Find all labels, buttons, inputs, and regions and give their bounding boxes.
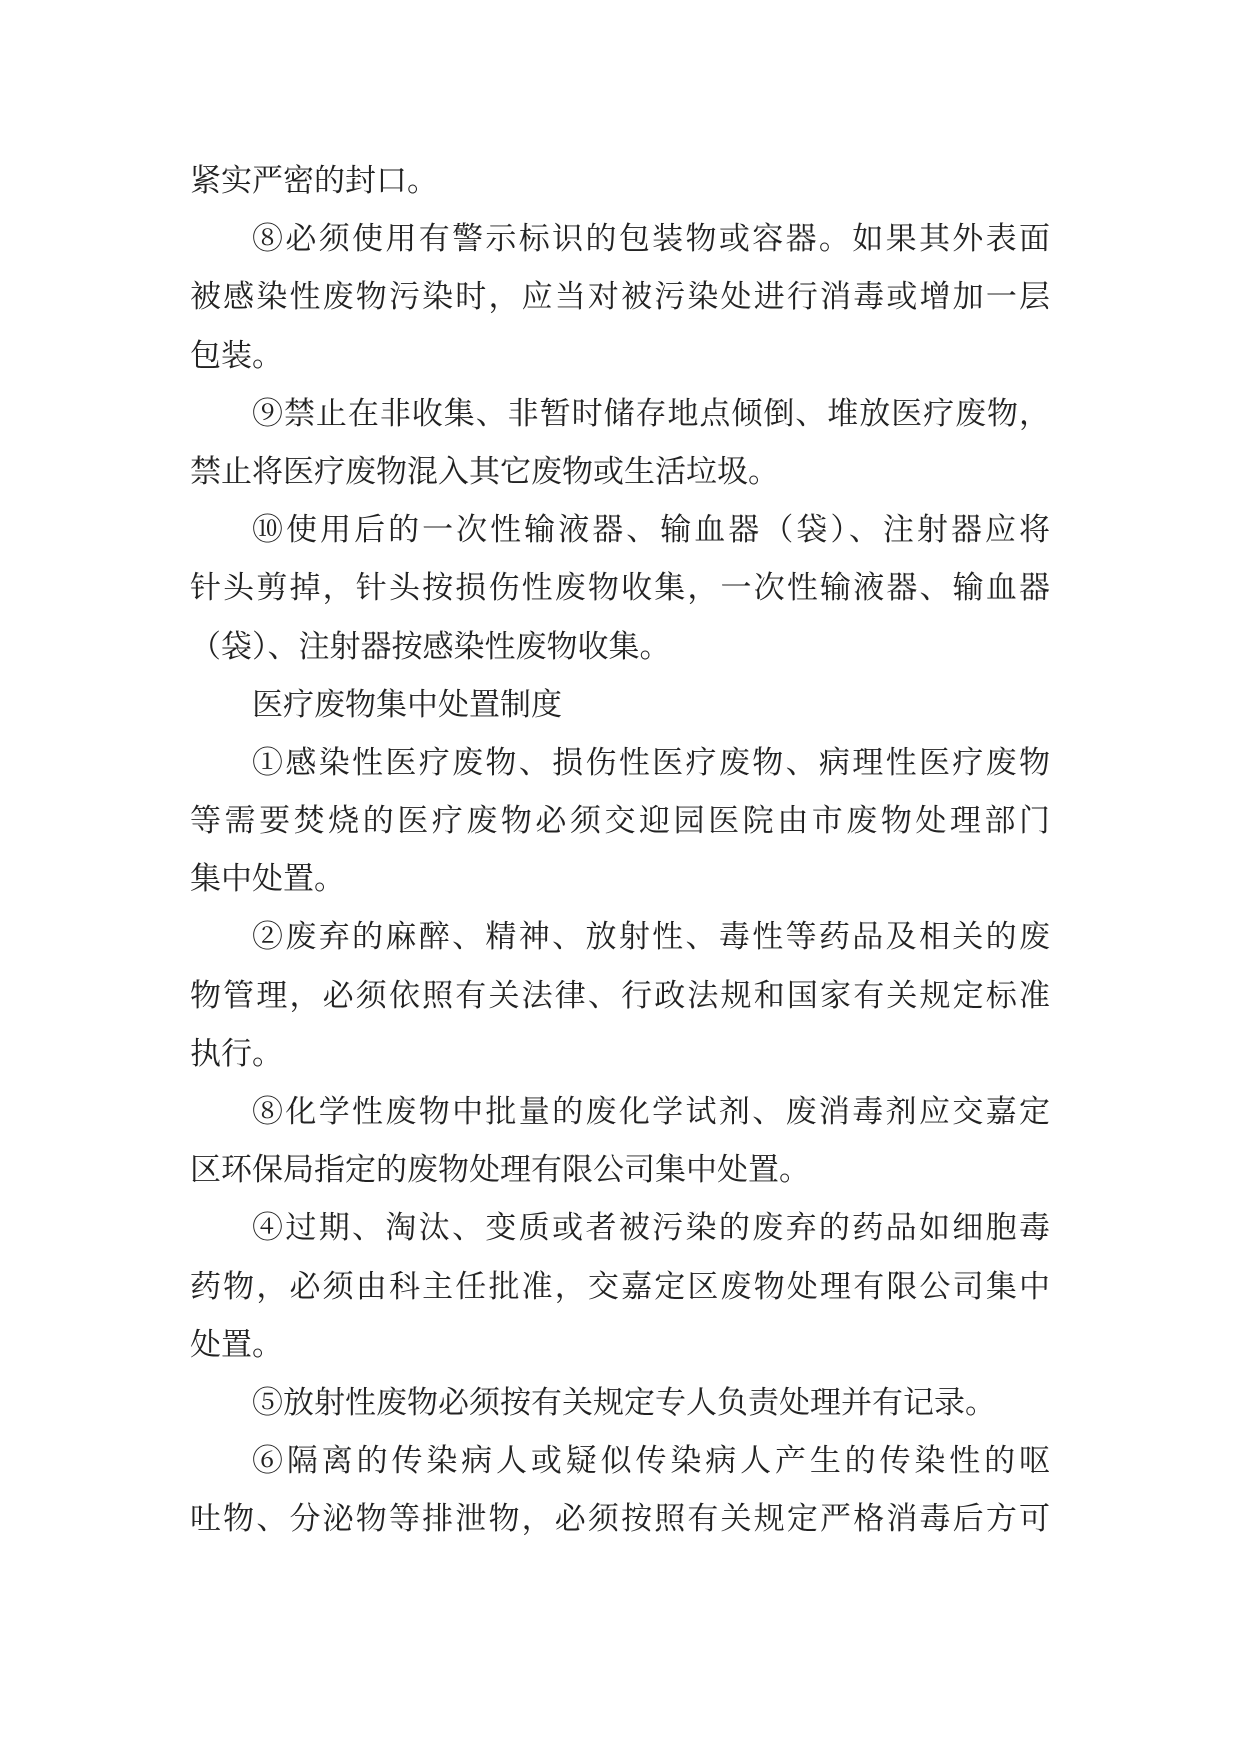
text-line: 药物，必须由科主任批准，交嘉定区废物处理有限公司集中 — [190, 1268, 1050, 1305]
text-line: 被感染性废物污染时，应当对被污染处进行消毒或增加一层 — [190, 279, 1050, 316]
text-line: ⑥隔离的传染病人或疑似传染病人产生的传染性的呕 — [252, 1443, 1050, 1480]
text-line: ⑩使用后的一次性输液器、输血器（袋）、注射器应将 — [252, 512, 1050, 549]
text-line: （袋）、注射器按感染性废物收集。 — [190, 628, 671, 665]
text-line: 物管理，必须依照有关法律、行政法规和国家有关规定标准 — [190, 977, 1050, 1014]
section-heading: 医疗废物集中处置制度 — [252, 686, 562, 723]
text-line: 执行。 — [190, 1035, 283, 1072]
text-line: ⑧化学性废物中批量的废化学试剂、废消毒剂应交嘉定 — [252, 1094, 1050, 1130]
text-line: 集中处置。 — [190, 861, 345, 898]
text-line: 区环保局指定的废物处理有限公司集中处置。 — [190, 1152, 810, 1189]
text-line: ⑧必须使用有警示标识的包装物或容器。如果其外表面 — [252, 221, 1050, 258]
text-line: 针头剪掉，针头按损伤性废物收集，一次性输液器、输血器 — [190, 570, 1050, 607]
text-line: 处置。 — [190, 1326, 283, 1363]
text-line: 等需要焚烧的医疗废物必须交迎园医院由市废物处理部门 — [190, 803, 1050, 840]
text-line: ⑨禁止在非收集、非暂时储存地点倾倒、堆放医疗废物， — [252, 395, 1050, 432]
text-line: ①感染性医疗废物、损伤性医疗废物、病理性医疗废物 — [252, 744, 1050, 781]
text-line: ②废弃的麻醉、精神、放射性、毒性等药品及相关的废 — [252, 919, 1050, 956]
document-body — [190, 152, 1050, 1549]
text-line: ④过期、淘汰、变质或者被污染的废弃的药品如细胞毒 — [252, 1210, 1050, 1247]
text-line: 禁止将医疗废物混入其它废物或生活垃圾。 — [190, 453, 779, 490]
text-line: 包装。 — [190, 337, 283, 374]
text-line: ⑤放射性废物必须按有关规定专人负责处理并有记录。 — [252, 1384, 996, 1421]
text-line: 紧实严密的封口。 — [190, 163, 438, 199]
text-line: 吐物、分泌物等排泄物，必须按照有关规定严格消毒后方可 — [190, 1501, 1050, 1538]
